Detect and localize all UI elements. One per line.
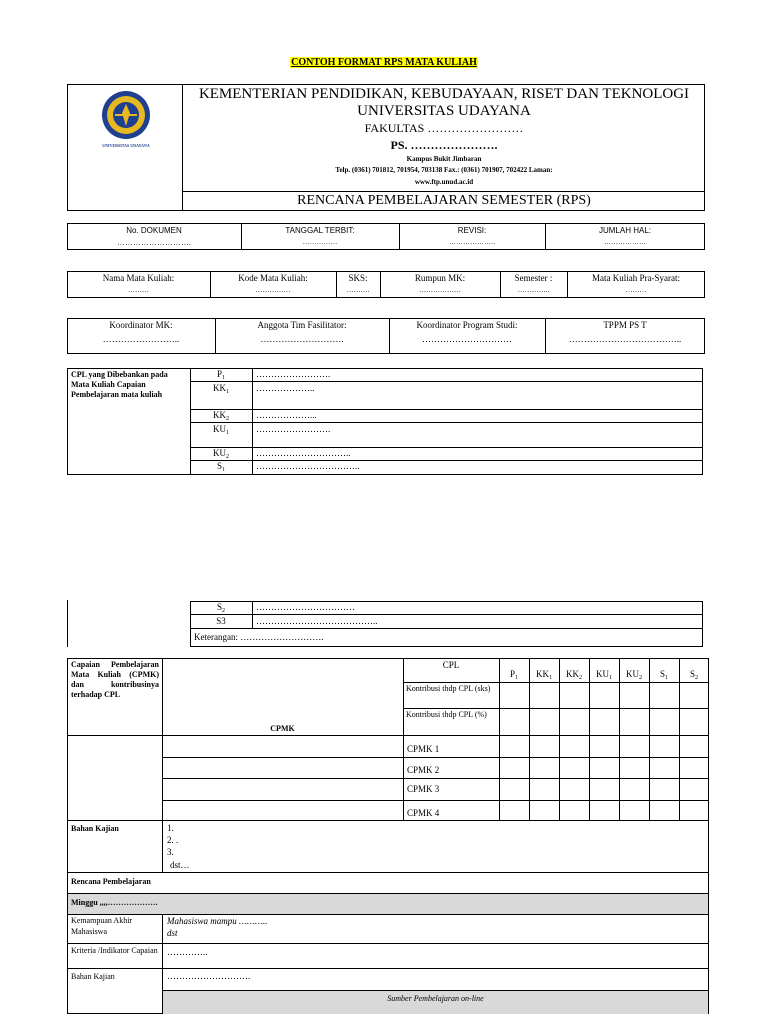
contrib-sks-label: Kontribusi thdp CPL (sks) [406,684,491,693]
cpl-label: CPL yang Dibebankan pada Mata Kuliah Capaian Pembelajaran mata kuliah [71,370,168,399]
col-kk2: $KK_2$ [566,669,582,681]
page-count-label: JUMLAH HAL: [598,226,651,235]
cpl-value-p1: ……………………. [256,369,331,379]
campus-address: Kampus Bukit Jimbaran [406,155,482,163]
cpmk-row-3: CPMK 3 [407,784,440,794]
rps-title: RENCANA PEMBELAJARAN SEMESTER (RPS) [297,193,591,208]
kemampuan-value: Mahasiswa mampu ……….. [167,916,268,926]
page-count-value: ……………… [604,239,646,246]
contrib-pct-label: Kontribusi thdp CPL (%) [406,710,487,719]
program-name: PS. …………………. [390,138,498,152]
col-p1: $P_1$ [509,669,518,681]
cpmk-label: Capaian Pembelajaran Mata Kuliah (CPMK) dan kontribusinya terhadap CPL [71,660,159,699]
cpl-code-s3: S3 [216,616,226,626]
semester-value: ………….. [517,286,550,294]
issue-date-label: TANGGAL TERBIT: [285,226,355,235]
doc-no-label: No. DOKUMEN [126,226,182,235]
cpmk-row-2: CPMK 2 [407,765,440,775]
bahan-kajian-label: Bahan Kajian [71,824,119,833]
facilitator-value: ………………………. [260,334,344,344]
coordinator-value: …………………….. [102,334,180,344]
course-code-label: Kode Mata Kuliah: [238,273,308,283]
tppm-label: TPPM PS T [603,320,647,330]
col-s2: $S_2$ [689,669,698,681]
kriteria-label: Kriteria /Indikator Capaian [71,946,158,955]
doc-no-value: ………………………. [116,238,192,247]
issue-date-value: …………… [302,239,338,246]
tppm-value: ……………………………….. [568,334,682,344]
credits-value: ………. [346,286,370,294]
credits-label: SKS: [348,273,368,283]
cpl-code-s2: $S_2$ [216,602,225,614]
col-ku2: $KU_2$ [626,669,642,681]
facilitator-label: Anggota Tim Fasilitator: [257,320,347,330]
semester-label: Semester : [514,273,553,283]
cpl-header: CPL [442,660,460,670]
ministry-name: KEMENTERIAN PENDIDIKAN, KEBUDAYAAN, RISET DAN TEKNOLOGI [198,86,690,102]
cpl-code-kk2: $KK_2$ [213,410,229,422]
cpl-value-kk2: ………………... [256,410,317,420]
cpl-code-ku1: $KU_1$ [213,424,229,436]
prerequisite-label: Mata Kuliah Pra-Syarat: [592,273,680,283]
cpmk-header: CPMK [270,724,295,733]
bahan-kajian-row-label: Bahan Kajian [71,972,115,981]
bahan-item-2: 2. . [167,835,179,845]
program-coordinator-value: ………………………… [422,334,512,344]
program-coordinator-label: Koordinator Program Studi: [416,320,518,330]
logo-text: UNIVERSITAS UDAYANA [102,143,150,148]
rencana-label: Rencana Pembelajaran [71,877,151,886]
revision-label: REVISI: [457,226,487,235]
course-name-value: ……… [128,286,149,294]
cpmk-row-1: CPMK 1 [407,744,440,754]
revision-value: ……………….. [449,239,495,246]
cpmk-table [67,658,709,1014]
bahan-item-3: 3. [167,847,174,857]
cpl-value-kk1: ……………….. [256,383,315,393]
course-group-value: ……………… [419,286,461,294]
cpl-value-s2: …………………………… [256,602,355,612]
faculty-name: FAKULTAS …………………… [364,121,524,135]
prerequisite-value: ……… [625,286,647,294]
kriteria-value: ………….. [167,947,208,957]
coordinator-label: Koordinator MK: [109,320,173,330]
minggu-label: Minggu ,,,,………………. [71,898,158,907]
cpl-code-kk1: $KK_1$ [213,383,229,395]
cpl-value-s3: ………………………………….. [256,616,378,626]
phone-fax: Telp. (0361) 701812, 701954, 703138 Fax.: (0361) 701907, 702422 Laman: [335,166,553,174]
keterangan: Keterangan: ………………………. [194,632,324,642]
cpl-code-s1: $S_1$ [216,461,225,473]
kemampuan-label: Kemampuan Akhir Mahasiswa [71,916,133,936]
col-kk1: $KK_1$ [536,669,552,681]
sumber-online-label: Sumber Pembelajaran on-line [387,994,484,1003]
cpmk-row-4: CPMK 4 [407,808,440,818]
bahan-item-dst: dst… [170,860,190,870]
bahan-item-1: 1. [167,823,174,833]
kemampuan-dst: dst [167,928,178,938]
col-ku1: $KU_1$ [596,669,612,681]
cpl-value-ku2: ………………………….. [256,448,351,458]
university-name: UNIVERSITAS UDAYANA [357,103,531,119]
course-group-label: Rumpun MK: [414,273,466,283]
bahan-kajian-row-value: ………………………. [167,971,251,981]
document-heading: CONTOH FORMAT RPS MATA KULIAH [291,57,477,68]
course-code-value: …………… [255,286,291,294]
cpl-value-s1: …………………………….. [256,461,360,471]
col-s1: $S_1$ [659,669,668,681]
cpl-value-ku1: ……………………. [256,424,331,434]
course-name-label: Nama Mata Kuliah: [102,273,175,283]
cpl-code-ku2: $KU_2$ [213,448,229,460]
website[interactable]: www.ftp.unud.ac.id [414,178,474,186]
cpl-code-p1: $P_1$ [216,369,225,381]
